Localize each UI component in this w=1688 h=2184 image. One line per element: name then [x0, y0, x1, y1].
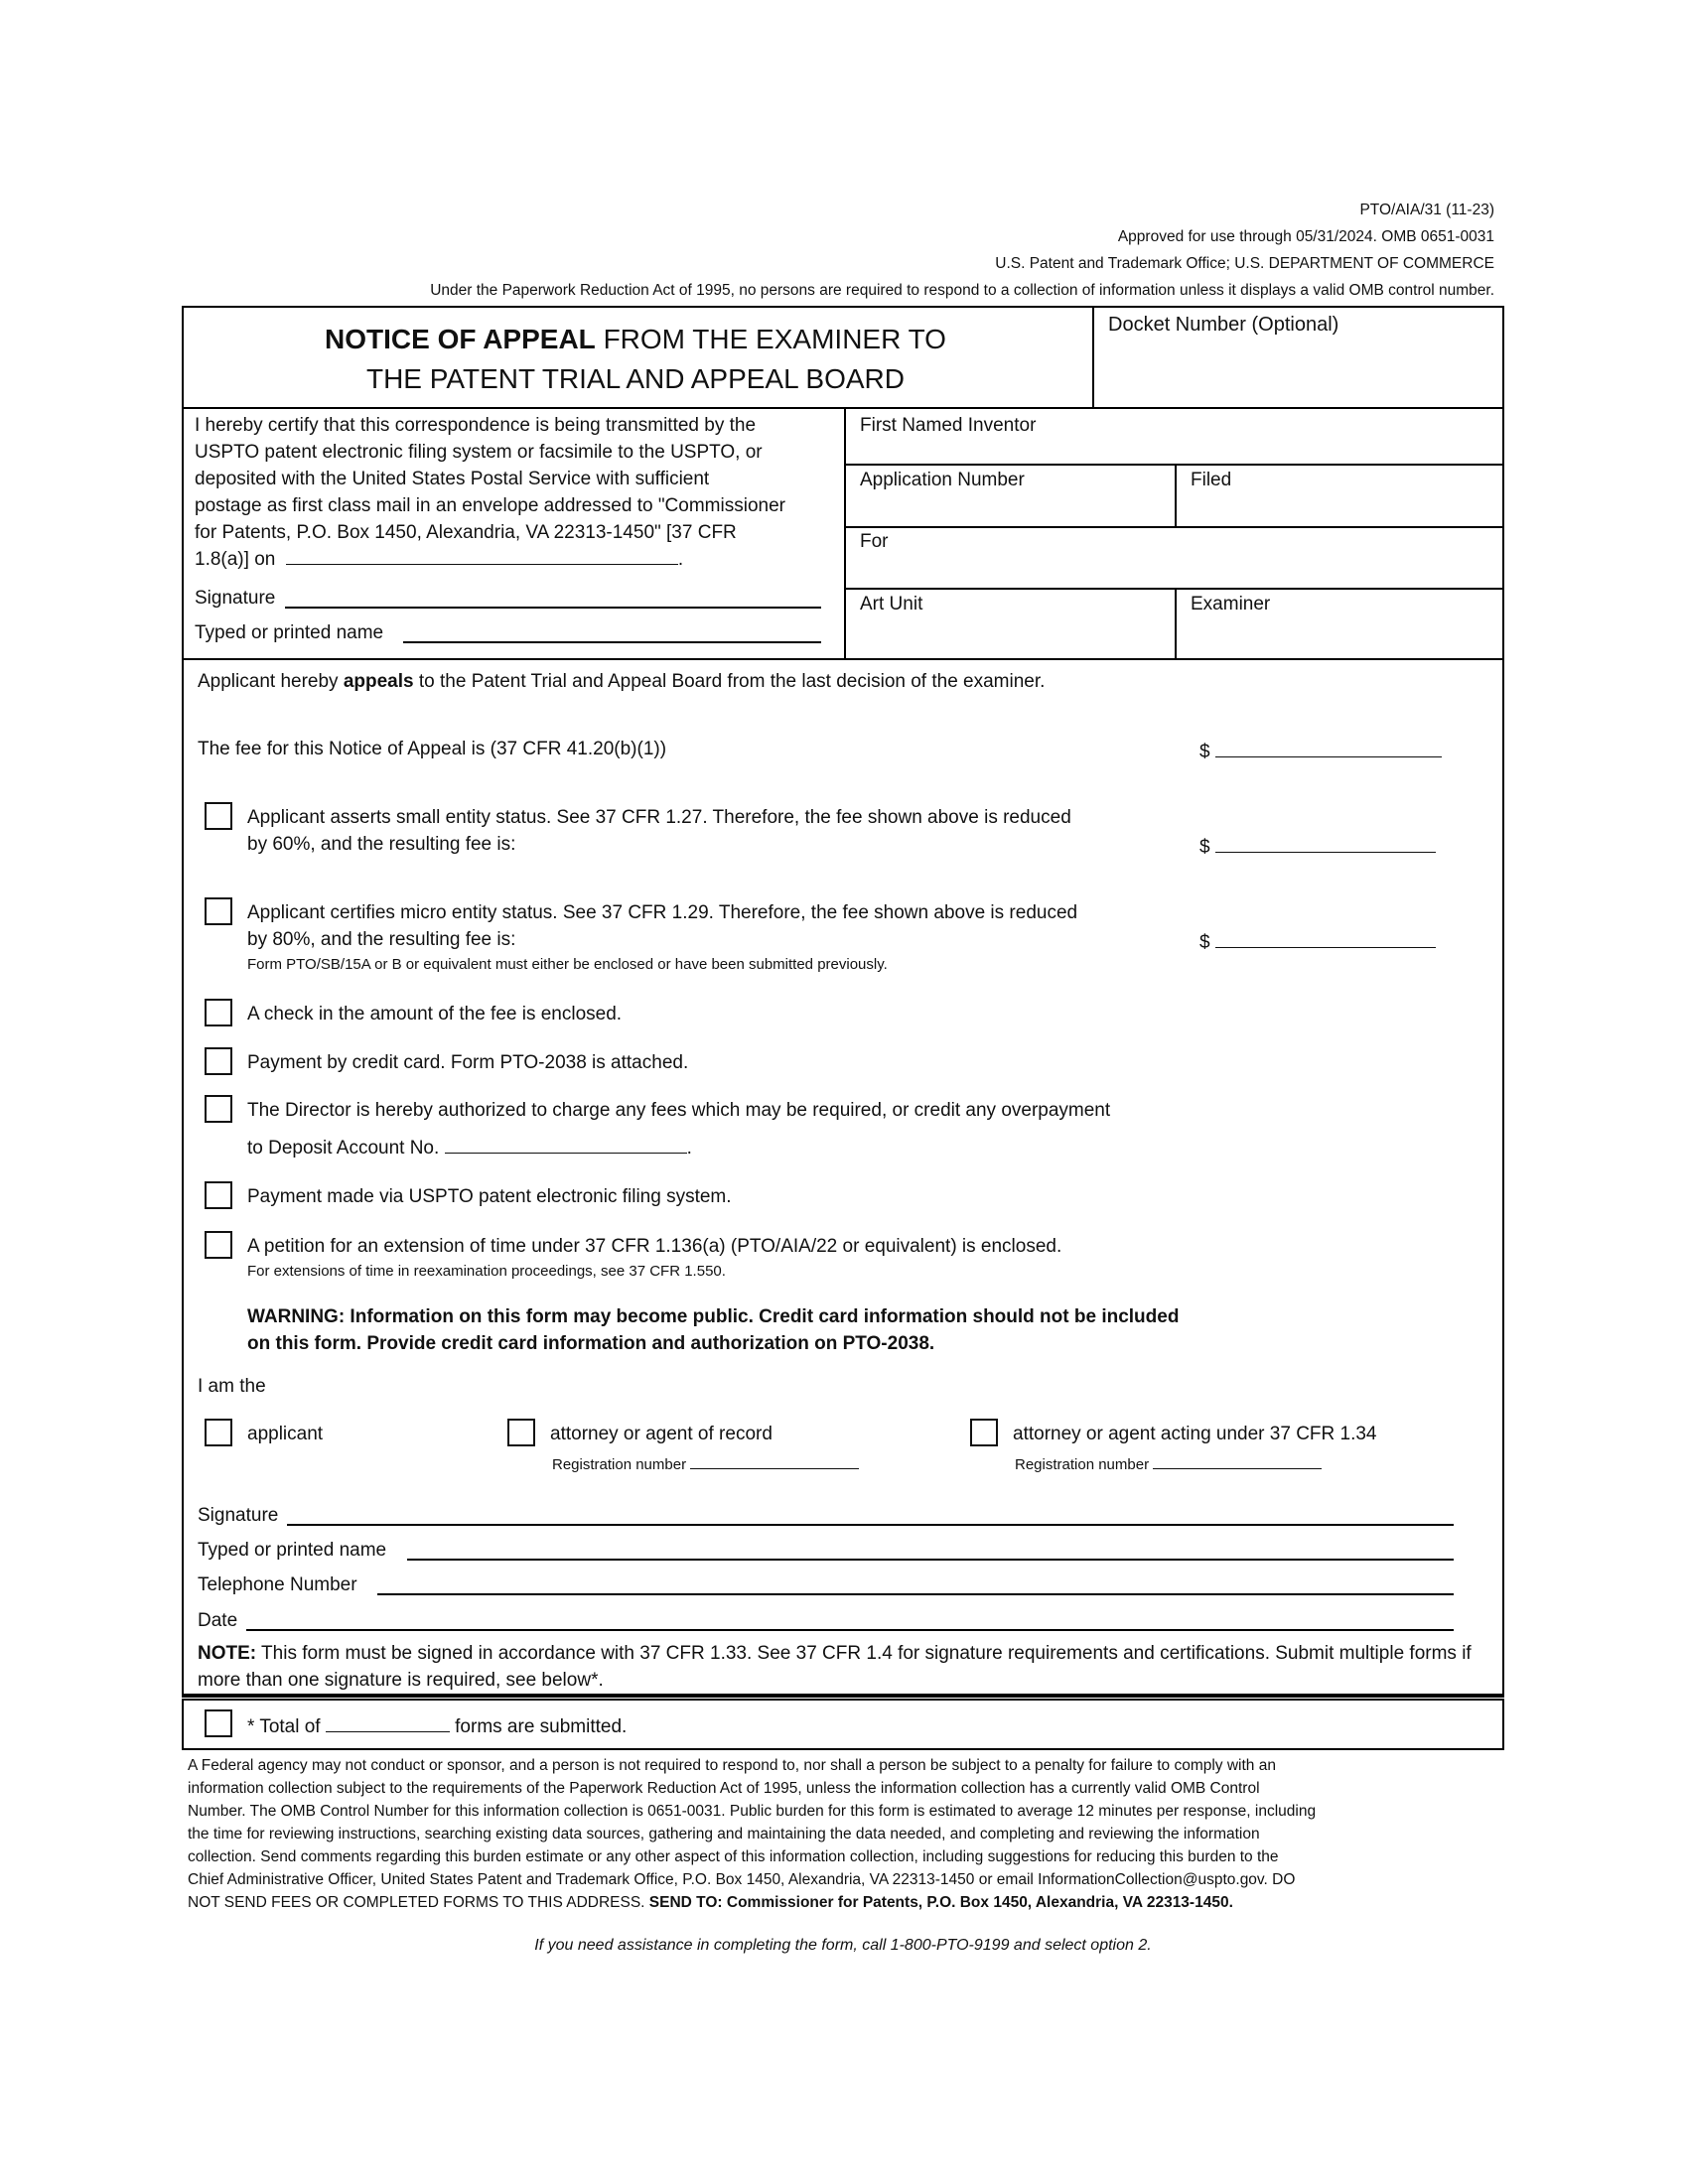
examiner-input[interactable] — [1191, 618, 1497, 646]
signature-note: NOTE: This form must be signed in accordance with 37 CFR 1.33. See 37 CFR 1.4 for signature requirements and certifications. Submit multiple forms if more than one signature is required, see below*. — [198, 1643, 1472, 1691]
form-title: NOTICE OF APPEAL FROM THE EXAMINER TO THE PATENT TRIAL AND APPEAL BOARD — [325, 324, 946, 394]
credit-card-text: Payment by credit card. Form PTO-2038 is attached. — [247, 1052, 689, 1073]
i-am-the-label: I am the — [198, 1376, 266, 1397]
application-number-label: Application Number — [860, 470, 1025, 490]
total-forms-checkbox[interactable] — [205, 1709, 232, 1737]
telephone-line[interactable] — [377, 1593, 1454, 1595]
for-label: For — [860, 531, 889, 552]
art-unit-label: Art Unit — [860, 594, 923, 614]
efs-payment-text: Payment made via USPTO patent electronic filing system. — [247, 1186, 732, 1207]
date-line[interactable] — [246, 1629, 1454, 1631]
art-unit-input[interactable] — [860, 618, 1172, 646]
cert-typed-name-line[interactable] — [403, 641, 821, 643]
form-id: PTO/AIA/31 (11-23) — [1359, 202, 1494, 218]
extension-text: A petition for an extension of time under 37 CFR 1.136(a) (PTO/AIA/22 or equivalent) is enclosed. — [247, 1236, 1062, 1257]
deposit-account-line[interactable] — [445, 1135, 687, 1154]
examiner-label: Examiner — [1191, 594, 1271, 614]
mailing-date-line[interactable] — [286, 546, 678, 565]
efs-payment-checkbox[interactable] — [205, 1181, 232, 1209]
small-entity-checkbox[interactable] — [205, 802, 232, 830]
micro-entity-checkbox[interactable] — [205, 897, 232, 925]
for-input[interactable] — [860, 554, 1499, 582]
director-text-2: to Deposit Account No. . — [247, 1135, 692, 1160]
check-enclosed-text: A check in the amount of the fee is enclosed. — [247, 1004, 623, 1024]
attorney-record-checkbox[interactable] — [507, 1419, 535, 1446]
burden-statement: A Federal agency may not conduct or sponsor, and a person is not required to respond to, nor shall a person be subject to a penalty for failure to comply with an information collection subject to the requirements of the Paperwork Reduction Act of 1995, unless the information collection has a currently valid OMB Control Number. The OMB Control Number for this information collection is 0651-0031. Public burden for this form is estimated to average 12 minutes per response, including the time for reviewing instructions, searching existing data sources, gathering and maintaining the data needed, and completing and reviewing the information collection. Send comments regarding this burden estimate or any other aspect of this information collection, including suggestions for reducing this burden to the Chief Administrative Officer, United States Patent and Trademark Office, P.O. Box 1450, Alexandria, VA 22313-1450 or email InformationCollection@uspto.gov. DO NOT SEND FEES OR COMPLETED FORMS TO THIS ADDRESS. SEND TO: Commissioner for Patents, P.O. Box 1450, Alexandria, VA 22313-1450. — [188, 1757, 1317, 1911]
small-entity-text-1: Applicant asserts small entity status. See 37 CFR 1.27. Therefore, the fee shown above is reduced — [247, 807, 1071, 828]
extension-checkbox[interactable] — [205, 1231, 232, 1259]
attorney-record-registration: Registration number — [552, 1454, 859, 1473]
agency-line: U.S. Patent and Trademark Office; U.S. DEPARTMENT OF COMMERCE — [995, 255, 1494, 272]
date-label: Date — [198, 1610, 238, 1631]
attorney-134-registration-line[interactable] — [1153, 1454, 1322, 1469]
filed-input[interactable] — [1191, 493, 1497, 521]
attorney-record-registration-line[interactable] — [690, 1454, 859, 1469]
warning-line-1: WARNING: Information on this form may become public. Credit card information should not be included — [247, 1306, 1180, 1327]
applicant-label: applicant — [247, 1424, 324, 1444]
cert-typed-name-label: Typed or printed name — [195, 622, 384, 643]
first-inventor-input[interactable] — [860, 437, 1499, 465]
docket-number-label: Docket Number (Optional) — [1108, 314, 1339, 336]
check-enclosed-checkbox[interactable] — [205, 999, 232, 1026]
micro-entity-text-1: Applicant certifies micro entity status. See 37 CFR 1.29. Therefore, the fee shown above is reduced — [247, 902, 1078, 923]
micro-entity-amount: $ — [1199, 929, 1436, 954]
fee-amount: $ — [1199, 739, 1442, 763]
appeal-intro: Applicant hereby appeals to the Patent Trial and Appeal Board from the last decision of the examiner. — [198, 671, 1046, 692]
assistance-line: If you need assistance in completing the form, call 1-800-PTO-9199 and select option 2. — [534, 1937, 1152, 1954]
deposit-account-checkbox[interactable] — [205, 1095, 232, 1123]
telephone-label: Telephone Number — [198, 1574, 357, 1595]
small-entity-text-2: by 60%, and the resulting fee is: — [247, 834, 516, 855]
paperwork-notice: Under the Paperwork Reduction Act of 1995, no persons are required to respond to a collection of information unless it displays a valid OMB control number. — [430, 282, 1494, 299]
warning-line-2: on this form. Provide credit card information and authorization on PTO-2038. — [247, 1333, 935, 1354]
cert-signature-line[interactable] — [285, 607, 821, 609]
fee-line: The fee for this Notice of Appeal is (37 CFR 41.20(b)(1)) — [198, 739, 667, 759]
typed-name-line[interactable] — [407, 1559, 1454, 1561]
micro-entity-note: Form PTO/SB/15A or B or equivalent must either be enclosed or have been submitted previously. — [247, 956, 888, 973]
first-inventor-label: First Named Inventor — [860, 415, 1037, 436]
attorney-record-label: attorney or agent of record — [550, 1424, 773, 1444]
application-number-input[interactable] — [860, 493, 1172, 521]
cert-signature-label: Signature — [195, 588, 276, 609]
micro-entity-text-2: by 80%, and the resulting fee is: — [247, 929, 516, 950]
omb-approval: Approved for use through 05/31/2024. OMB 0651-0031 — [1117, 228, 1494, 245]
certification-text: I hereby certify that this correspondence is being transmitted by the USPTO patent electronic filing system or facsimile to the USPTO, or deposited with the United States Postal Service with sufficient postage as first class mail in an envelope addressed to "Commissioner for Patents, P.O. Box 1450, Alexandria, VA 22313-1450" [37 CFR 1.8(a)] on . — [195, 415, 785, 570]
total-forms-text: * Total of forms are submitted. — [247, 1713, 627, 1738]
signature-line[interactable] — [287, 1524, 1454, 1526]
micro-entity-amount-line[interactable] — [1215, 929, 1436, 948]
extension-note: For extensions of time in reexamination proceedings, see 37 CFR 1.550. — [247, 1263, 726, 1280]
fee-amount-line[interactable] — [1215, 739, 1442, 757]
docket-number-input[interactable] — [1102, 347, 1498, 389]
credit-card-checkbox[interactable] — [205, 1047, 232, 1075]
applicant-checkbox[interactable] — [205, 1419, 232, 1446]
director-text-1: The Director is hereby authorized to charge any fees which may be required, or credit any overpayment — [247, 1100, 1111, 1121]
signature-label: Signature — [198, 1505, 279, 1526]
typed-name-label: Typed or printed name — [198, 1540, 387, 1561]
small-entity-amount-line[interactable] — [1215, 834, 1436, 853]
total-forms-count-line[interactable] — [326, 1713, 450, 1732]
attorney-134-label: attorney or agent acting under 37 CFR 1.34 — [1013, 1424, 1377, 1444]
attorney-134-registration: Registration number — [1015, 1454, 1322, 1473]
filed-label: Filed — [1191, 470, 1232, 490]
attorney-134-checkbox[interactable] — [970, 1419, 998, 1446]
small-entity-amount: $ — [1199, 834, 1436, 859]
